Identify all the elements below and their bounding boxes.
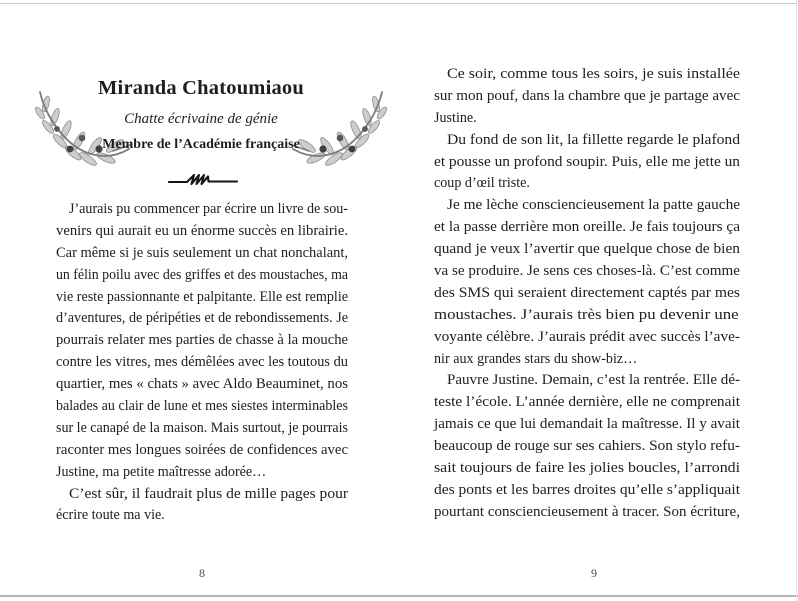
text-line [434, 173, 740, 195]
right-border-line [796, 0, 797, 601]
text-line-content: sur le canapé de la maison. Mais surtout, je pourrais [56, 419, 348, 436]
text-line-content: vie reste passionnante et palpitante. Elle est remplie [56, 288, 348, 305]
text-line-content: teste l’école. L’année dernière, elle ne comprenait [434, 394, 740, 411]
text-line-content: pourtant consciencieusement à tracer. Son écriture, [434, 503, 740, 520]
text-line [434, 305, 740, 327]
text-line [56, 308, 348, 330]
squiggle-divider-icon [168, 172, 238, 188]
text-line-content: quand je veux l’avertir que quelque chose de bien [434, 241, 740, 258]
text-line-content: Justine, ma petite maîtresse adorée… [56, 463, 267, 480]
text-line-content: C’est sûr, il faudrait plus de mille pages pour [69, 485, 348, 502]
text-line [434, 152, 740, 174]
text-line [434, 261, 740, 283]
text-line-content: Justine. [434, 109, 477, 126]
right-page-body-text [434, 64, 740, 524]
text-line [434, 239, 740, 261]
text-line [434, 392, 740, 414]
text-line [434, 458, 740, 480]
text-line [434, 195, 740, 217]
text-line-content: voyante célèbre. J’aurais prédit avec succès l’ave- [434, 328, 740, 345]
text-line [434, 327, 740, 349]
text-line-content: Car même si je suis seulement un chat nonchalant, [56, 244, 348, 261]
text-line-content: Pauvre Justine. Demain, c’est la rentrée. Elle dé- [447, 372, 740, 389]
text-line-content: Je me lèche consciencieusement la patte gauche [447, 197, 740, 214]
text-line-content: Ce soir, comme tous les soirs, je suis installée [447, 66, 740, 82]
text-line [434, 217, 740, 239]
bottom-border-line [0, 595, 798, 597]
text-line-content: nir aux grandes stars du show-biz… [434, 350, 638, 367]
text-line-content: écrire toute ma vie. [56, 507, 165, 524]
text-line [56, 330, 348, 352]
text-line-content: et pousse un profond soupir. Puis, elle me jette un [434, 153, 740, 170]
text-line-content: sait toujours de faire les jolies boucles, l’arrondi [434, 460, 740, 477]
text-line [56, 243, 348, 265]
text-line [56, 199, 348, 221]
text-line [434, 64, 740, 86]
text-line [56, 396, 348, 418]
text-line-content: jamais ce que lui demandait la maîtresse. Il y avait [434, 416, 740, 433]
text-line-content: et la passe derrière mon oreille. Je fais toujours ça [434, 219, 740, 236]
text-line [434, 130, 740, 152]
text-line-content: un félin poilu avec des griffes et des moustaches, ma [56, 266, 348, 283]
text-line-content: Du fond de son lit, la fillette regarde le plafond [447, 131, 740, 148]
text-line [434, 370, 740, 392]
text-line [434, 436, 740, 458]
text-line-content: va se produire. Je sens ces choses-là. C’est comme [434, 263, 740, 280]
text-line [434, 480, 740, 502]
author-subtitle: Chatte écrivaine de génie [124, 111, 278, 127]
text-line [56, 440, 348, 462]
text-line-content: des SMS qui seraient directement captés par mes [434, 284, 740, 301]
left-page-number: 8 [199, 566, 205, 580]
text-line-content: moustaches. J’aurais très bien pu devenir une [434, 306, 739, 323]
text-line [434, 414, 740, 436]
author-affiliation: Membre de l’Académie française [102, 137, 300, 152]
text-line [56, 418, 348, 440]
text-line-content: sur mon pouf, dans la chambre que je partage avec [434, 87, 740, 104]
text-line-content: d’aventures, de péripéties et de rebondissements. Je [56, 310, 348, 327]
text-line-content: des ponts et les barres droites qu’elle s’appliquait [434, 481, 740, 498]
text-line [56, 352, 348, 374]
right-page-number: 9 [591, 566, 597, 580]
text-line [434, 349, 740, 371]
text-line-content: balades au clair de lune et mes siestes interminables [56, 398, 348, 415]
text-line-content: beaucoup de rouge sur ses cahiers. Son stylo refu- [434, 438, 740, 455]
text-line-content: pourrais relater mes parties de chasse à la mouche [56, 332, 348, 349]
text-line-content: contre les vitres, mes démêlées avec les toutous du [56, 354, 348, 371]
text-line [434, 86, 740, 108]
author-name-title: Miranda Chatoumiaou [98, 77, 304, 99]
text-line [434, 283, 740, 305]
text-line [434, 108, 740, 130]
text-line-content: J’aurais pu commencer par écrire un livre de sou- [69, 201, 348, 217]
text-line [56, 265, 348, 287]
text-line [56, 484, 348, 506]
text-line [434, 502, 740, 524]
text-line [56, 374, 348, 396]
text-line [56, 462, 348, 484]
text-line-content: raconter mes longues soirées de confidences avec [56, 441, 348, 458]
text-line [56, 221, 348, 243]
text-line-content: coup d’œil triste. [434, 175, 530, 192]
text-line-content: quartier, mes « chats » avec Aldo Beauminet, nos [56, 376, 348, 393]
left-page-body-text [56, 199, 348, 527]
text-line [56, 287, 348, 309]
top-border-line [0, 3, 798, 4]
text-line-content: venirs qui aurait eu un énorme succès en librairie. [56, 222, 348, 239]
text-line [56, 505, 348, 527]
